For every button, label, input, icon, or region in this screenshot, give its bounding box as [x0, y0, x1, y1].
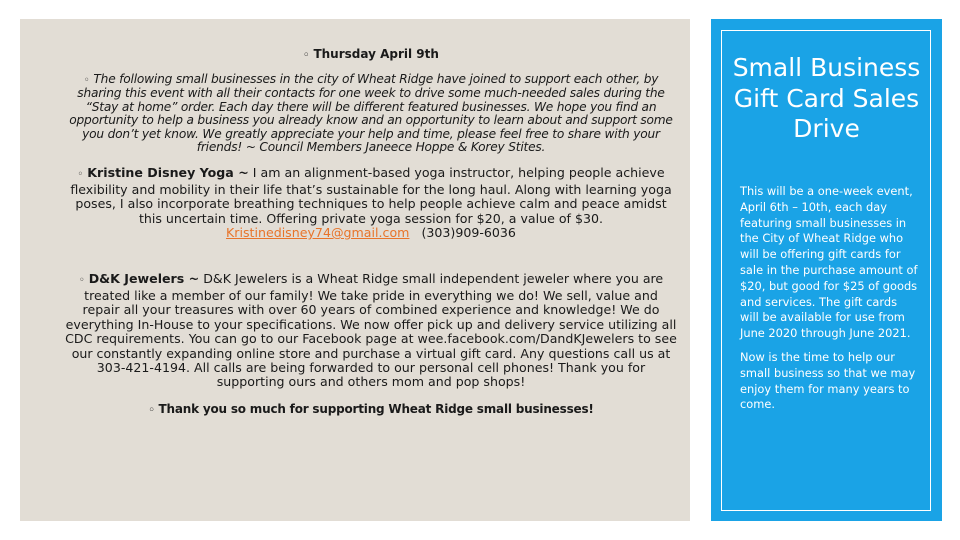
intro-paragraph: The following small businesses in the city of Wheat Ridge have joined to support each other, by sharing this event with all their contacts for one week to drive some much-needed sales during the “Stay at home” order. Each day there will be different featured businesses. We hope you find an opportunity to help a business you already know and an opportunity to learn about and support some you don’t yet know. We greatly appreciate your help and time, please feel free to share with your friends! ~ Council Members Janeece Hoppe & Korey Stites.	[69, 72, 673, 155]
yoga-listing	[65, 166, 677, 240]
yoga-business-name: Kristine Disney Yoga ~	[87, 165, 249, 181]
yoga-description: I am an alignment-based yoga instructor, helping people achieve flexibility and mobility in their life that’s sustainable for the long haul. Along with learning yoga poses, I also incorporate breathing techniques to help people achieve calm and peace amidst this uncertain time. Offering private yoga session for $20, a value of $30.	[70, 165, 672, 226]
yoga-email-link[interactable]: Kristinedisney74@gmail.com	[226, 225, 410, 241]
date-heading: Thursday April 9th	[313, 47, 439, 61]
bullet-icon: ◦	[148, 404, 155, 416]
jewelers-business-name: D&K Jewelers ~	[88, 271, 200, 287]
slide-title: Small Business Gift Card Sales Drive	[732, 53, 921, 143]
jewelers-listing	[65, 272, 677, 389]
bullet-icon: ◦	[83, 75, 90, 86]
bullet-icon: ◦	[303, 50, 310, 61]
thanks-message: Thank you so much for supporting Wheat Ridge small businesses!	[158, 401, 594, 416]
call-to-action-paragraph: Now is the time to help our small business so that we may enjoy them for many years to come.	[740, 349, 916, 412]
date-heading-row	[65, 47, 677, 61]
bullet-icon: ◦	[77, 169, 84, 181]
left-content-panel	[20, 19, 690, 521]
event-description	[740, 184, 918, 413]
event-details-paragraph: This will be a one-week event, April 6th – 10th, each day featuring small businesses in the City of Wheat Ridge who will be offering gift cards for sale in the purchase amount of $20, but good for $25 of goods and services. The gift cards will be available for use from June 2020 through June 2021.	[740, 184, 918, 341]
bullet-icon: ◦	[78, 275, 85, 287]
right-title-panel	[711, 19, 942, 521]
thanks-row	[65, 402, 677, 416]
yoga-phone: (303)909-6036	[421, 225, 516, 241]
announcement-content	[65, 47, 677, 416]
intro-paragraph-row	[65, 73, 677, 154]
jewelers-description: D&K Jewelers is a Wheat Ridge small independent jeweler where you are treated like a member of our family! We take pride in everything we do! We sell, value and repair all your treasures with over 60 years of combined experience and knowledge! We do everything In-House to your specifications. We now offer pick up and delivery service utilizing all CDC requirements. You can go to our Facebook page at wee.facebook.com/DandKJewelers to see our constantly expanding online store and purchase a virtual gift card. Any questions call us at 303-421-4194. All calls are being forwarded to our personal cell phones! Thank you for supporting ours and others mom and pop shops!	[65, 271, 677, 390]
